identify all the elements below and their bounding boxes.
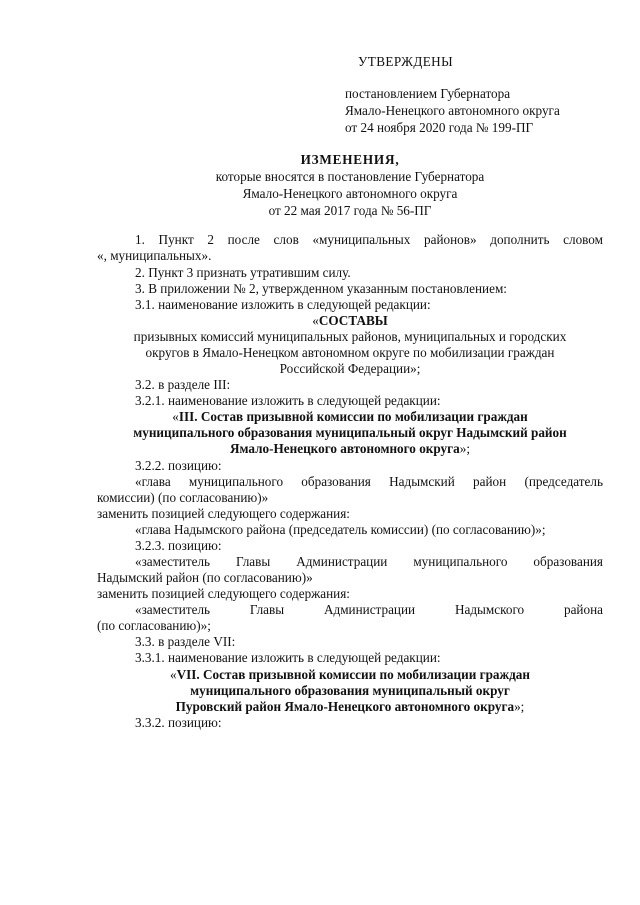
item-3-2-3: 3.2.3. позицию: bbox=[135, 538, 222, 553]
item-1-line-a: 1. Пункт 2 после слов «муниципальных районов» дополнить словом bbox=[135, 232, 603, 247]
item-2: 2. Пункт 3 признать утратившим силу. bbox=[135, 265, 351, 280]
section-3-title-line-3 bbox=[90, 441, 610, 457]
item-3-3-2: 3.3.2. позицию: bbox=[135, 715, 222, 730]
section-7-title-line-1 bbox=[90, 667, 610, 683]
section-3-title-line-1 bbox=[90, 409, 610, 425]
sostavy-line-3: Российской Федерации»; bbox=[279, 361, 421, 376]
glava-new: «глава Надымского района (председатель комиссии) (по согласованию)»; bbox=[135, 522, 546, 537]
close-quote: »; bbox=[514, 699, 525, 714]
item-3-3-1: 3.3.1. наименование изложить в следующей редакции: bbox=[135, 650, 441, 665]
item-1-line-b: «, муниципальных». bbox=[97, 248, 212, 263]
item-3-2-1: 3.2.1. наименование изложить в следующей редакции: bbox=[135, 393, 441, 408]
item-3-1: 3.1. наименование изложить в следующей редакции: bbox=[135, 297, 431, 312]
item-3-2: 3.2. в разделе III: bbox=[135, 377, 231, 392]
sostavy-title bbox=[100, 313, 600, 329]
item-3-3: 3.3. в разделе VII: bbox=[135, 634, 236, 649]
approval-line-3: от 24 ноября 2020 года № 199-ПГ bbox=[345, 120, 534, 135]
zam-new-line-b: (по согласованию)»; bbox=[97, 618, 211, 633]
section-7-title-text-3: Пуровский район Ямало-Ненецкого автономного округа bbox=[175, 699, 515, 714]
approval-line-2: Ямало-Ненецкого автономного округа bbox=[345, 103, 560, 118]
item-3-2-2: 3.2.2. позицию: bbox=[135, 458, 222, 473]
item-3: 3. В приложении № 2, утвержденном указанным постановлением: bbox=[135, 281, 507, 296]
open-quote: « bbox=[170, 667, 177, 682]
sostavy-line-2: округов в Ямало-Ненецком автономном округе по мобилизации граждан bbox=[145, 345, 555, 360]
zam-old-line-b: Надымский район (по согласованию)» bbox=[97, 570, 313, 585]
open-quote: « bbox=[172, 409, 179, 424]
heading-line-2: Ямало-Ненецкого автономного округа bbox=[242, 186, 458, 201]
section-7-title-line-3 bbox=[90, 699, 610, 715]
approval-line-1: постановлением Губернатора bbox=[345, 86, 511, 101]
heading-title: ИЗМЕНЕНИЯ, bbox=[300, 152, 400, 167]
heading-line-3: от 22 мая 2017 года № 56-ПГ bbox=[268, 203, 432, 218]
replace-text-1: заменить позицией следующего содержания: bbox=[97, 506, 350, 521]
zam-old-line-a: «заместитель Главы Администрации муниципального образования bbox=[135, 554, 603, 569]
close-quote: »; bbox=[459, 441, 470, 456]
sostavy-word: СОСТАВЫ bbox=[318, 313, 388, 328]
replace-text-2: заменить позицией следующего содержания: bbox=[97, 586, 350, 601]
open-quote: « bbox=[312, 313, 319, 328]
section-3-title-text-3: Ямало-Ненецкого автономного округа bbox=[230, 441, 460, 456]
zam-new-line-a: «заместитель Главы Администрации Надымского района bbox=[135, 602, 603, 617]
section-7-title-line-2: муниципального образования муниципальный округ bbox=[190, 683, 510, 698]
glava-old-line-b: комиссии) (по согласованию)» bbox=[97, 490, 269, 505]
section-7-title-text-1: VII. Состав призывной комиссии по мобилизации граждан bbox=[176, 667, 530, 682]
section-3-title-text-1: III. Состав призывной комиссии по мобилизации граждан bbox=[178, 409, 528, 424]
section-3-title-line-2: муниципального образования муниципальный округ Надымский район bbox=[133, 425, 567, 440]
heading-line-1: которые вносятся в постановление Губернатора bbox=[215, 169, 485, 184]
sostavy-line-1: призывных комиссий муниципальных районов, муниципальных и городских bbox=[133, 329, 567, 344]
approval-title: УТВЕРЖДЕНЫ bbox=[358, 54, 454, 69]
glava-old-line-a: «глава муниципального образования Надымский район (председатель bbox=[135, 474, 603, 489]
